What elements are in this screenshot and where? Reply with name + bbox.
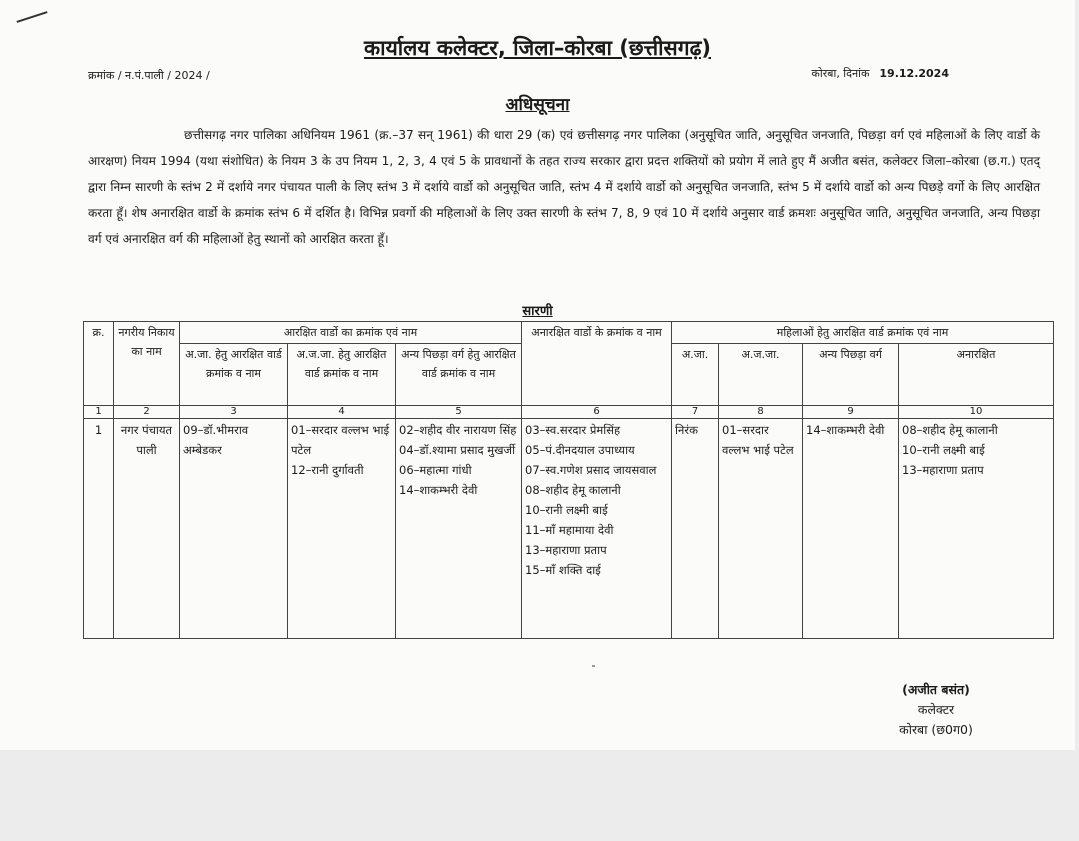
office-title: कार्यालय कलेक्टर, जिला–कोरबा (छत्तीसगढ़) bbox=[364, 36, 711, 60]
signatory-name: (अजीत बसंत) bbox=[902, 682, 970, 697]
header-women-sc: अ.जा. bbox=[672, 344, 719, 406]
header-women-group: महिलाओं हेतु आरक्षित वार्ड क्रमांक एवं नाम bbox=[672, 322, 1054, 344]
reservation-table bbox=[83, 321, 1054, 639]
ward-entry: 05–पं.दीनदयाल उपाध्याय bbox=[525, 443, 635, 457]
column-number: 5 bbox=[396, 406, 522, 419]
column-number: 7 bbox=[672, 406, 719, 419]
ward-entry: 14–शाकम्भरी देवी bbox=[806, 423, 885, 437]
reference-number: क्रमांक / न.पं.पाली / 2024 / bbox=[88, 69, 210, 82]
scan-speck bbox=[592, 665, 595, 667]
header-st: अ.ज.जा. हेतु आरक्षित वार्ड क्रमांक व नाम bbox=[288, 344, 396, 406]
cell-women-unreserved bbox=[899, 419, 1054, 639]
ward-entry: 15–मॉं शक्ति दाई bbox=[525, 563, 601, 577]
table-row bbox=[84, 419, 1054, 639]
ward-entry: 13–महाराणा प्रताप bbox=[525, 543, 607, 557]
ward-entry: 13–महाराणा प्रताप bbox=[902, 463, 984, 477]
signature-block bbox=[880, 680, 992, 740]
ward-entry: 08–शहीद हेमू कालानी bbox=[525, 483, 621, 497]
ward-entry: 07–स्व.गणेश प्रसाद जायसवाल bbox=[525, 463, 657, 477]
column-number: 9 bbox=[803, 406, 899, 419]
cell-obc bbox=[396, 419, 522, 639]
cell-women-sc bbox=[672, 419, 719, 639]
column-number: 4 bbox=[288, 406, 396, 419]
column-number: 1 bbox=[84, 406, 114, 419]
header-serial: क्र. bbox=[84, 322, 114, 406]
cell-st bbox=[288, 419, 396, 639]
column-number: 10 bbox=[899, 406, 1054, 419]
column-number: 2 bbox=[114, 406, 180, 419]
column-number: 8 bbox=[719, 406, 803, 419]
cell-unreserved bbox=[522, 419, 672, 639]
ward-entry: निरंक bbox=[675, 423, 698, 437]
signatory-designation: कलेक्टर bbox=[917, 702, 955, 717]
header-reserved-group: आरक्षित वार्डो का क्रमांक एवं नाम bbox=[180, 322, 522, 344]
header-women-obc: अन्य पिछड़ा वर्ग bbox=[803, 344, 899, 406]
ward-entry: 12–रानी दुर्गावती bbox=[291, 463, 364, 477]
ward-entry: 10–रानी लक्ष्मी बाई bbox=[902, 443, 985, 457]
ward-entry: 01–सरदार वल्लभ भाई पटेल bbox=[291, 423, 390, 457]
cell-women-obc bbox=[803, 419, 899, 639]
cell-women-st bbox=[719, 419, 803, 639]
column-number: 6 bbox=[522, 406, 672, 419]
notice-body: छत्तीसगढ़ नगर पालिका अधिनियम 1961 (क्र.–37 सन् 1961) की धारा 29 (क) एवं छत्तीसगढ़ नगर पालिका (अनुसूचित जाति, अनुसूचित जनजाति, पिछड़ा वर्ग एवं महिलाओं के लिए वार्डो के आरक्षण) नियम 1994 (यथा संशोधित) के नियम 3 के उप नियम 1, 2, 3, 4 एवं 5 के प्रावधानों के तहत राज्य सरकार द्वारा प्रदत्त शक्तियों को प्रयोग में लाते हुए मैं अजीत बसंत, कलेक्टर जिला–कोरबा (छ.ग.) एतद् द्वारा निम्न सारणी के स्तंभ 2 में दर्शाये नगर पंचायत पाली के लिए स्तंभ 3 में दर्शाये वार्डो को अनुसूचित जाति, स्तंभ 4 में दर्शाये वार्डो को अनुसूचित जनजाति, स्तंभ 5 में दर्शाये वार्डो को अन्य पिछड़े वर्गो के लिए आरक्षित करता हूँ। शेष अनारक्षित वार्डो के क्रमांक स्तंभ 6 में दर्शित है। विभिन्न प्रवर्गो की महिलाओं के लिए उक्त सारणी के स्तंभ 7, 8, 9 एवं 10 में दर्शाये अनुसार वार्ड क्रमशः अनुसूचित जाति, अनुसूचित जनजाति, अन्य पिछड़ा वर्ग एवं अनारक्षित वर्ग की महिलाओं हेतु स्थानों को आरक्षित करता हूँ। bbox=[88, 128, 1040, 246]
cell-sc bbox=[180, 419, 288, 639]
ward-entry: 01–सरदार वल्लभ भाई पटेल bbox=[722, 423, 794, 457]
ward-entry: 04–डॉ.श्यामा प्रसाद मुखर्जी bbox=[399, 443, 516, 457]
header-sc: अ.जा. हेतु आरक्षित वार्ड क्रमांक व नाम bbox=[180, 344, 288, 406]
pen-stroke-mark bbox=[16, 11, 47, 23]
ward-entry: 06–महात्मा गांधी bbox=[399, 463, 472, 477]
cell-body-name: नगर पंचायत पाली bbox=[114, 419, 180, 639]
header-women-unreserved: अनारक्षित bbox=[899, 344, 1054, 406]
notice-heading: अधिसूचना bbox=[505, 95, 570, 115]
cell-serial: 1 bbox=[84, 419, 114, 639]
ward-entry: 09–डॉ.भीमराव अम्बेडकर bbox=[183, 423, 249, 457]
column-number: 3 bbox=[180, 406, 288, 419]
place-date bbox=[811, 66, 949, 81]
header-obc: अन्य पिछड़ा वर्ग हेतु आरक्षित वार्ड क्रमांक व नाम bbox=[396, 344, 522, 406]
header-unreserved: अनारक्षित वार्डो के क्रमांक व नाम bbox=[522, 322, 672, 406]
ward-entry: 10–रानी लक्ष्मी बाई bbox=[525, 503, 608, 517]
ward-entry: 08–शहीद हेमू कालानी bbox=[902, 423, 998, 437]
signatory-place: कोरबा (छ0ग0) bbox=[899, 722, 973, 737]
ward-entry: 14–शाकम्भरी देवी bbox=[399, 483, 478, 497]
notice-date: 19.12.2024 bbox=[879, 67, 949, 80]
ward-entry: 02–शहीद वीर नारायण सिंह bbox=[399, 423, 517, 437]
header-body-name: नगरीय निकाय का नाम bbox=[114, 322, 180, 406]
header-women-st: अ.ज.जा. bbox=[719, 344, 803, 406]
ward-entry: 11–मॉं महामाया देवी bbox=[525, 523, 614, 537]
table-caption: सारणी bbox=[522, 304, 553, 319]
place-date-label: कोरबा, दिनांक bbox=[811, 67, 870, 80]
ward-entry: 03–स्व.सरदार प्रेमसिंह bbox=[525, 423, 621, 437]
